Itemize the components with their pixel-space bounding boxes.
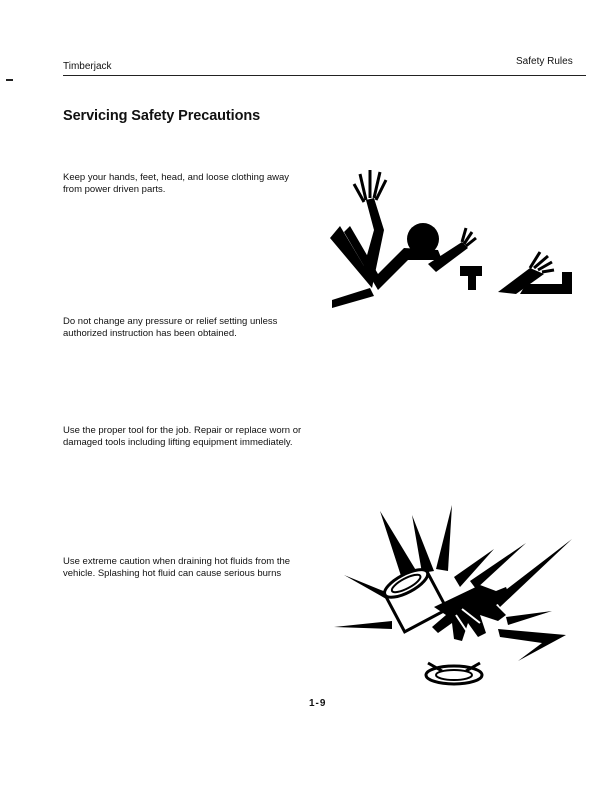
section-title: Servicing Safety Precautions [63, 108, 261, 124]
burn-hazard-icon [330, 505, 580, 685]
paragraph-hot-fluids: Use extreme caution when draining hot fluids from the vehicle. Splashing hot fluid can cause serious burns [63, 556, 291, 579]
header-left: Timberjack [63, 61, 112, 72]
paragraph-proper-tool: Use the proper tool for the job. Repair or replace worn or damaged tools including lifting equipment immediately. [63, 425, 302, 448]
paragraph-moving-parts: Keep your hands, feet, head, and loose clothing away from power driven parts. [63, 172, 290, 195]
header-right: Safety Rules [516, 56, 573, 67]
margin-mark [6, 79, 13, 81]
entanglement-hazard-icon [330, 168, 578, 328]
header-rule [63, 75, 586, 76]
paragraph-pressure-setting: Do not change any pressure or relief setting unless authorized instruction has been obtained. [63, 316, 278, 339]
page-number: 1-9 [309, 698, 327, 709]
